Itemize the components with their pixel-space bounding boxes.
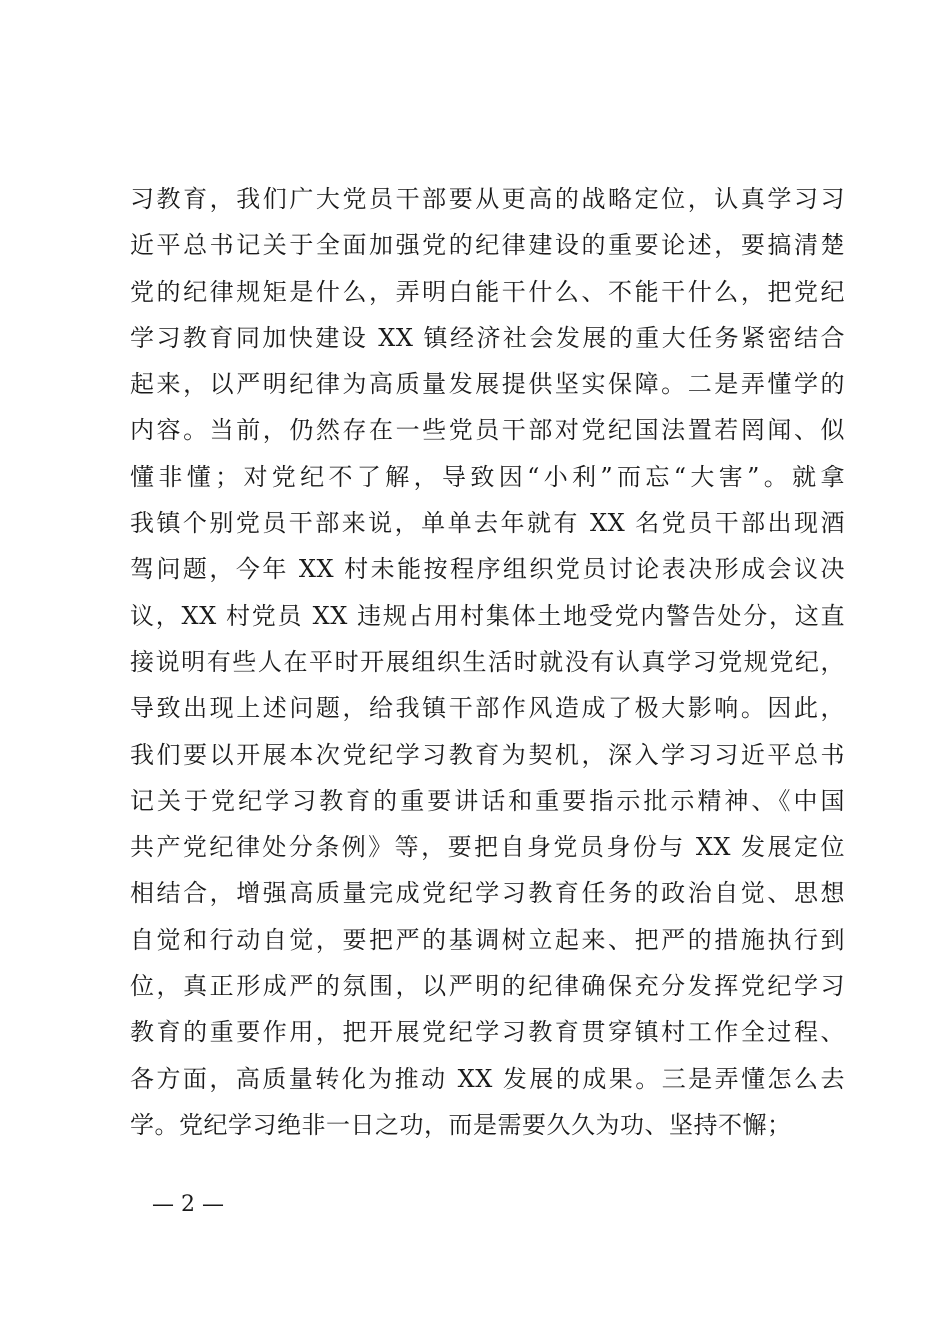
- text-line: 习教育，我们广大党员干部要从更高的战略定位，认真学习习: [130, 185, 845, 213]
- text-line: 导致出现上述问题，给我镇干部作风造成了极大影响。因此，: [130, 694, 845, 723]
- text-line: 接说明有些人在平时开展组织生活时就没有认真学习党规党纪，: [130, 647, 845, 676]
- text-line: 学习教育同加快建设 XX 镇经济社会发展的重大任务紧密结合: [130, 323, 845, 352]
- text-line: 自觉和行动自觉，要把严的基调树立起来、把严的措施执行到: [130, 925, 845, 954]
- text-line: 位，真正形成严的氛围，以严明的纪律确保充分发挥党纪学习: [130, 972, 845, 1001]
- text-line: 党的纪律规矩是什么，弄明白能干什么、不能干什么，把党纪: [130, 277, 845, 306]
- text-line: 驾问题，今年 XX 村未能按程序组织党员讨论表决形成会议决: [130, 555, 845, 584]
- text-line: 我镇个别党员干部来说，单单去年就有 XX 名党员干部出现酒: [130, 509, 845, 538]
- text-line: 相结合，增强高质量完成党纪学习教育任务的政治自觉、思想: [130, 879, 845, 908]
- text-line: 我们要以开展本次党纪学习教育为契机，深入学习习近平总书: [130, 740, 845, 769]
- page-number: — 2 —: [152, 1192, 224, 1217]
- text-line: 学。党纪学习绝非一日之功，而是需要久久为功、坚持不懈；: [130, 1110, 792, 1139]
- text-line: 内容。当前，仍然存在一些党员干部对党纪国法置若罔闻、似: [130, 416, 845, 445]
- body-text: [130, 176, 845, 1148]
- text-line: 教育的重要作用，把开展党纪学习教育贯穿镇村工作全过程、: [130, 1018, 845, 1047]
- text-line: 记关于党纪学习教育的重要讲话和重要指示批示精神、《中国: [130, 786, 845, 815]
- text-line: 议，XX 村党员 XX 违规占用村集体土地受党内警告处分，这直: [130, 601, 845, 630]
- text-line: 共产党纪律处分条例》等，要把自身党员身份与 XX 发展定位: [130, 833, 845, 862]
- text-line: 各方面，高质量转化为推动 XX 发展的成果。三是弄懂怎么去: [130, 1064, 845, 1093]
- text-line: 起来，以严明纪律为高质量发展提供坚实保障。二是弄懂学的: [130, 370, 845, 399]
- text-line: 懂非懂；对党纪不了解，导致因“小利”而忘“大害”。就拿: [130, 462, 845, 491]
- text-line: 近平总书记关于全面加强党的纪律建设的重要论述，要搞清楚: [130, 231, 845, 260]
